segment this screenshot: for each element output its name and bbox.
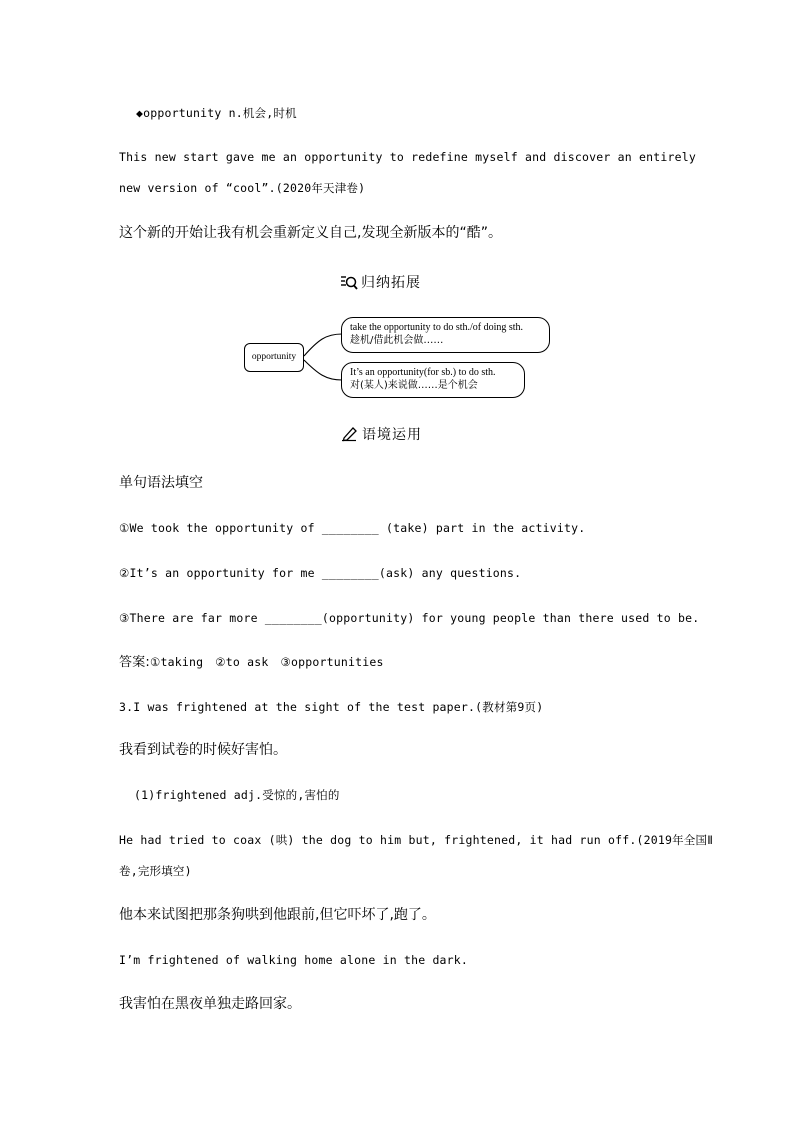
answer-2: ②to ask xyxy=(215,655,269,669)
branch-2-en: It’s an opportunity(for sb.) to do sth. xyxy=(350,367,496,378)
headword-opportunity: ◆opportunity n.机会,时机 xyxy=(136,106,297,120)
exercise-item-2: ②It’s an opportunity for me ________(ask) any questions. xyxy=(119,566,522,580)
example1-cn: 他本来试图把那条狗哄到他跟前,但它吓坏了,跑了。 xyxy=(119,907,436,923)
exercise-item-3: ③There are far more ________(opportunity) for young people than there used to be. xyxy=(119,611,700,625)
example-en-line-2: new version of “cool”.(2020年天津卷) xyxy=(119,181,366,195)
pencil-icon xyxy=(341,426,359,442)
textbook-sentence: 3.I was frightened at the sight of the test paper.(教材第9页) xyxy=(119,700,544,714)
exercise-item-1: ①We took the opportunity of ________ (take) part in the activity. xyxy=(119,521,586,535)
example2-en: I’m frightened of walking home alone in the dark. xyxy=(119,953,469,967)
example-cn: 这个新的开始让我有机会重新定义自己,发现全新版本的“酷”。 xyxy=(119,225,502,241)
answer-line xyxy=(119,653,384,672)
answer-3: ③opportunities xyxy=(280,655,384,669)
branch-1-cn: 趁机/借此机会做…… xyxy=(350,335,444,346)
sub-headword-frightened: (1)frightened adj.受惊的,害怕的 xyxy=(134,788,340,802)
textbook-translation: 我看到试卷的时候好害怕。 xyxy=(119,742,287,758)
mindmap-branch-1 xyxy=(341,317,550,353)
example-en-line-1: This new start gave me an opportunity to redefine myself and discover an entirely xyxy=(119,150,697,164)
mindmap-branch-2 xyxy=(341,362,525,398)
practice-heading xyxy=(341,424,422,444)
branch-1-en: take the opportunity to do sth./of doing sth. xyxy=(350,322,524,333)
example1-en-line-2: 卷,完形填空) xyxy=(119,864,192,878)
example1-en-line-1: He had tried to coax (哄) the dog to him but, frightened, it had run off.(2019年全国Ⅱ xyxy=(119,833,714,847)
answer-label: 答案: xyxy=(119,655,150,670)
branch-2-cn: 对(某人)来说做……是个机会 xyxy=(350,380,478,391)
answer-1: ①taking xyxy=(149,655,204,669)
summary-heading-text: 归纳拓展 xyxy=(361,275,421,291)
example2-cn: 我害怕在黑夜单独走路回家。 xyxy=(119,996,301,1012)
mindmap-root: opportunity xyxy=(244,343,304,372)
exercise-title: 单句语法填空 xyxy=(119,475,203,491)
practice-heading-text: 语境运用 xyxy=(362,427,422,443)
